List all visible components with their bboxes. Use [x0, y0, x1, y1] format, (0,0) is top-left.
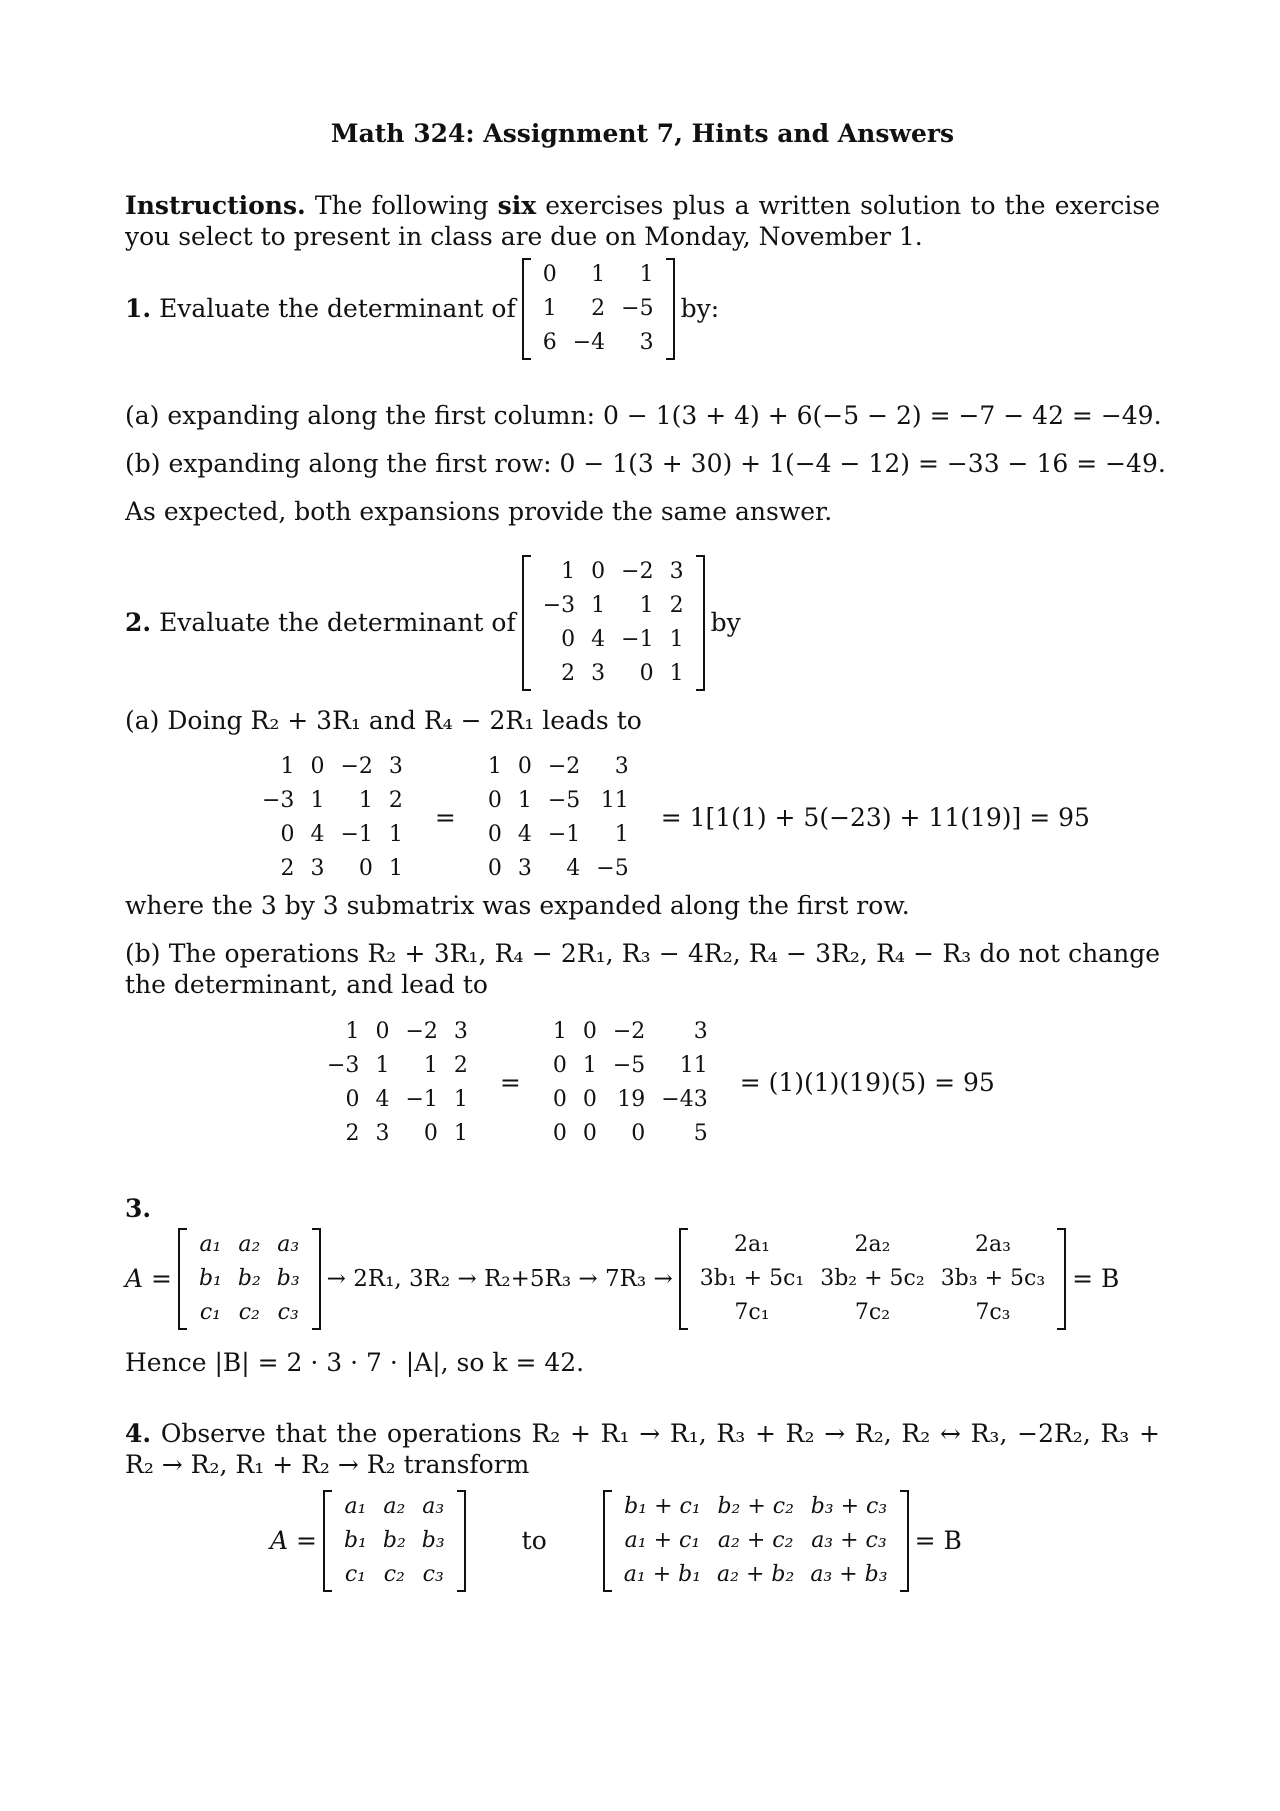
p4-matrix-b-cell: a₂ + c₂	[717, 1528, 794, 1553]
p3-matrix-a-row	[191, 1296, 308, 1330]
instructions-paragraph	[125, 190, 1160, 253]
p2b-det2-cell: 0	[552, 1087, 567, 1112]
p3-matrix-a-cell: b₁	[198, 1266, 222, 1291]
p2b-det2-cell: 1	[552, 1019, 567, 1044]
p2a-det1-cell: 2	[280, 856, 295, 881]
p4-matrix-b-cell: b₃ + c₃	[810, 1494, 888, 1519]
p1-matrix-cell: −4	[572, 330, 606, 355]
p4-matrix-b-cell: a₃ + b₃	[810, 1562, 888, 1587]
problem-4-equation	[270, 1490, 962, 1592]
p2-matrix-cell: 0	[591, 559, 606, 584]
p2-matrix-cell: −2	[621, 559, 654, 584]
p4-matrix-b-cell: a₁ + b₁	[623, 1562, 702, 1587]
problem-4-text: Observe that the operations R₂ + R₁ → R₁, R₃ + R₂ → R₂, R₂ ↔ R₃, −2R₂, R₃ + R₂ → R₂, R₁ + R₂ → R₂ transform	[125, 1419, 1160, 1480]
instructions-text-a: The following	[314, 191, 489, 220]
p2a-det2-cell: 0	[517, 754, 532, 779]
problem-2-matrix-table	[535, 555, 692, 691]
problem-2-part-a-equation: 1 0 −2 3 −3 1 1 2 0 4 −1 1 2 3 0 1 = 1 0 −2 3 0 1 −5 11 0 4 −1 1 0 3 4 −5 = 1[1(1) + 5(−23) + 11(19)] = 95	[240, 750, 1100, 886]
p2a-det1-cell: 1	[388, 822, 403, 847]
p3-matrix-a-cell: c₁	[199, 1300, 221, 1325]
p2-matrix-row	[535, 555, 692, 589]
p2b-det1-cell: 1	[345, 1019, 360, 1044]
p2-matrix-row	[535, 589, 692, 623]
p2a-det1-cell: −1	[340, 822, 373, 847]
p4-matrix-b-row	[616, 1558, 896, 1592]
problem-3-hence: Hence |B| = 2 · 3 · 7 · |A|, so k = 42.	[125, 1348, 585, 1377]
problem-1-matrix	[522, 258, 675, 360]
p3-matrix-b-row	[692, 1262, 1053, 1296]
problem-4-matrix-b	[603, 1490, 909, 1592]
p4-matrix-a-cell: b₁	[343, 1528, 367, 1553]
instructions-text-b: exercises plus a written solution to the exercise you select to present in class are due on Monday, November 1.	[125, 191, 1160, 252]
p2-matrix-cell: 2	[669, 593, 684, 618]
problem-3-lhs: A =	[125, 1264, 172, 1294]
p2b-det1-cell: 0	[423, 1121, 438, 1146]
p2b-det1-cell: 1	[453, 1087, 468, 1112]
p2-matrix-cell: 1	[639, 593, 654, 618]
problem-2-part-b-equation: 1 0 −2 3 −3 1 1 2 0 4 −1 1 2 3 0 1 = 1 0 −2 3 0 1 −5 11 0 0 19 −43 0 0 0 5 = (1)(1)(19)(5) = 95	[305, 1015, 1005, 1151]
p1-matrix-cell: −5	[621, 296, 654, 321]
p2a-det2-cell: 3	[517, 856, 532, 881]
p2a-det2-row	[480, 750, 637, 784]
page-title: Math 324: Assignment 7, Hints and Answers	[330, 119, 955, 148]
p2-matrix-row	[535, 623, 692, 657]
p2b-det2-row	[545, 1015, 716, 1049]
p2b-det1-cell: 3	[375, 1121, 390, 1146]
p4-matrix-a-cell: c₂	[383, 1562, 405, 1587]
p2b-det2-cell: 19	[617, 1087, 646, 1112]
problem-3-rhs: = B	[1072, 1264, 1120, 1294]
p3-matrix-a-row	[191, 1262, 308, 1296]
p2a-det2-cell: 4	[566, 856, 581, 881]
p2a-det2-row	[480, 818, 637, 852]
problem-2-a-det-original	[254, 750, 411, 886]
p3-matrix-b-row	[692, 1296, 1053, 1330]
p2a-det2-cell: −2	[547, 754, 581, 779]
problem-2-a-det-reduced	[480, 750, 637, 886]
p2-matrix-cell: −1	[621, 627, 654, 652]
p3-matrix-b-cell: 3b₃ + 5c₃	[940, 1266, 1046, 1291]
p2a-det1-cell: 3	[388, 754, 403, 779]
p2a-det2-cell: 0	[487, 856, 502, 881]
p4-matrix-a-cell: b₃	[421, 1528, 445, 1553]
p4-matrix-b-row	[616, 1524, 896, 1558]
p4-matrix-a-row	[336, 1490, 453, 1524]
problem-2-b-result: = (1)(1)(19)(5) = 95	[739, 1068, 995, 1098]
p2a-det2-cell: −5	[596, 856, 629, 881]
p2b-det2-cell: 0	[582, 1121, 597, 1146]
p2b-det2-cell: −5	[612, 1053, 646, 1078]
problem-4-rhs: = B	[914, 1526, 962, 1556]
p2a-det2-cell: 1	[487, 754, 502, 779]
problem-3-equation	[125, 1228, 1119, 1330]
p2-matrix-cell: −3	[542, 593, 576, 618]
p2a-det2-cell: 11	[600, 788, 629, 813]
p2b-det2-cell: −43	[661, 1087, 708, 1112]
p4-matrix-a-cell: c₃	[422, 1562, 444, 1587]
p2-matrix-cell: 1	[669, 661, 684, 686]
problem-2-lead: Evaluate the determinant of	[159, 608, 516, 638]
problem-2-matrix	[522, 555, 705, 691]
p2a-det1-cell: 1	[358, 788, 373, 813]
p1-matrix-row	[535, 326, 662, 360]
p1-matrix-cell: 1	[591, 262, 606, 287]
p2b-det2-cell: 3	[693, 1019, 708, 1044]
problem-1-statement	[125, 258, 719, 360]
p2b-det1-cell: −1	[405, 1087, 438, 1112]
p2a-det2-cell: 4	[517, 822, 532, 847]
p2b-det2-cell: 0	[552, 1053, 567, 1078]
problem-4-statement	[125, 1418, 1160, 1481]
p3-matrix-a-cell: c₂	[238, 1300, 260, 1325]
p2a-det2-cell: 1	[614, 822, 629, 847]
p2b-det1-cell: 3	[453, 1019, 468, 1044]
p2b-det2-row	[545, 1083, 716, 1117]
p2-matrix-row	[535, 657, 692, 691]
p4-matrix-a-cell: a₃	[422, 1494, 445, 1519]
p3-matrix-a-row	[191, 1228, 308, 1262]
p2-matrix-cell: 0	[639, 661, 654, 686]
problem-4-matrix-a	[323, 1490, 466, 1592]
p2b-det2-cell: 5	[693, 1121, 708, 1146]
p2-matrix-cell: 4	[591, 627, 606, 652]
p2b-det2-cell: 1	[582, 1053, 597, 1078]
p2-matrix-cell: 1	[591, 593, 606, 618]
p2a-det1-cell: 1	[388, 856, 403, 881]
p2b-det1-cell: 4	[375, 1087, 390, 1112]
p2a-det2-cell: 0	[487, 822, 502, 847]
p4-matrix-b-cell: b₂ + c₂	[717, 1494, 794, 1519]
p3-matrix-b-cell: 2a₃	[974, 1232, 1011, 1257]
p2b-det1-row	[319, 1083, 476, 1117]
p1-matrix-cell: 6	[542, 330, 557, 355]
p2b-det1-cell: −3	[327, 1053, 360, 1078]
p2-matrix-cell: 1	[669, 627, 684, 652]
p3-matrix-b-cell: 7c₂	[854, 1300, 891, 1325]
p3-matrix-b-cell: 7c₃	[975, 1300, 1011, 1325]
problem-2-statement	[125, 555, 741, 691]
p1-matrix-row	[535, 292, 662, 326]
p2a-det1-row	[254, 852, 411, 886]
p4-matrix-b-row	[616, 1490, 896, 1524]
p2a-det1-row	[254, 750, 411, 784]
p2b-det1-cell: 2	[453, 1053, 468, 1078]
p2b-det2-cell: −2	[612, 1019, 646, 1044]
p2a-det1-cell: −2	[340, 754, 373, 779]
p3-matrix-b-cell: 7c₁	[734, 1300, 770, 1325]
p4-matrix-b-cell: a₁ + c₁	[624, 1528, 701, 1553]
p3-matrix-a-cell: b₂	[237, 1266, 261, 1291]
problem-1-note: As expected, both expansions provide the same answer.	[125, 497, 833, 526]
problem-3-matrix-a	[178, 1228, 321, 1330]
p2b-det2-row	[545, 1049, 716, 1083]
p2b-det1-cell: 0	[375, 1019, 390, 1044]
problem-3-ops: → 2R₁, 3R₂ → R₂+5R₃ → 7R₃ →	[326, 1265, 673, 1292]
p2a-det1-row	[254, 818, 411, 852]
p2a-det1-cell: 1	[280, 754, 295, 779]
p4-matrix-a-cell: b₂	[382, 1528, 406, 1553]
problem-4-to: to	[521, 1526, 547, 1556]
p2a-det2-row	[480, 784, 637, 818]
p2b-det2-cell: 0	[552, 1121, 567, 1146]
p2a-det1-cell: 2	[388, 788, 403, 813]
problem-2-part-b-intro: (b) The operations R₂ + 3R₁, R₄ − 2R₁, R₃ − 4R₂, R₄ − 3R₂, R₄ − R₃ do not change the determinant, and lead to	[125, 939, 1160, 1000]
p2b-det1-row	[319, 1117, 476, 1151]
problem-4-lhs: A =	[270, 1526, 317, 1556]
p3-matrix-a-cell: a₂	[238, 1232, 261, 1257]
p2b-det1-cell: 1	[423, 1053, 438, 1078]
p1-matrix-row	[535, 258, 662, 292]
p4-matrix-a-cell: a₂	[383, 1494, 406, 1519]
problem-3-number: 3.	[125, 1194, 152, 1223]
problem-2-trail: by	[710, 608, 741, 638]
p2-matrix-cell: 3	[591, 661, 606, 686]
p2b-det1-row	[319, 1015, 476, 1049]
problem-3-matrix-b	[679, 1228, 1066, 1330]
p2b-det1-cell: 1	[375, 1053, 390, 1078]
p2a-det2-cell: 0	[487, 788, 502, 813]
p2-matrix-cell: 3	[669, 559, 684, 584]
p2a-det1-cell: 0	[358, 856, 373, 881]
p2b-det1-row	[319, 1049, 476, 1083]
p2a-det1-cell: −3	[262, 788, 295, 813]
p2b-det2-cell: 0	[631, 1121, 646, 1146]
p2a-det1-cell: 0	[310, 754, 325, 779]
problem-1-lead: Evaluate the determinant of	[159, 294, 516, 324]
p4-matrix-b-cell: a₂ + b₂	[717, 1562, 795, 1587]
problem-1-matrix-table	[535, 258, 662, 360]
p2-matrix-cell: 1	[561, 559, 576, 584]
p3-matrix-b-cell: 3b₁ + 5c₁	[699, 1266, 805, 1291]
p3-matrix-b-cell: 2a₁	[734, 1232, 770, 1257]
p2b-det1-cell: 1	[453, 1121, 468, 1146]
problem-4-number: 4.	[125, 1419, 152, 1448]
p2a-det2-row	[480, 852, 637, 886]
problem-1-part-a: (a) expanding along the first column: 0 − 1(3 + 4) + 6(−5 − 2) = −7 − 42 = −49.	[125, 401, 1162, 430]
p4-matrix-a-cell: c₁	[344, 1562, 366, 1587]
p4-matrix-a-cell: a₁	[344, 1494, 367, 1519]
problem-2-part-a-intro: (a) Doing R₂ + 3R₁ and R₄ − 2R₁ leads to	[125, 706, 642, 735]
problem-2-a-result: = 1[1(1) + 5(−23) + 11(19)] = 95	[660, 803, 1090, 833]
problem-1-trail: by:	[680, 294, 720, 324]
p2a-det1-cell: 3	[310, 856, 325, 881]
problem-2-number: 2.	[125, 608, 152, 638]
p3-matrix-a-cell: b₃	[276, 1266, 300, 1291]
instructions-label: Instructions.	[125, 191, 306, 220]
p2b-det1-cell: 0	[345, 1087, 360, 1112]
p3-matrix-a-cell: a₃	[277, 1232, 300, 1257]
p2a-det1-cell: 4	[310, 822, 325, 847]
problem-2-part-a-after: where the 3 by 3 submatrix was expanded along the first row.	[125, 891, 910, 920]
p4-matrix-a-row	[336, 1558, 453, 1592]
p2-matrix-cell: 0	[561, 627, 576, 652]
problem-1-number: 1.	[125, 294, 152, 324]
p1-matrix-cell: 1	[639, 262, 654, 287]
p2a-det1-cell: 0	[280, 822, 295, 847]
p1-matrix-cell: 0	[542, 262, 557, 287]
p2b-det2-cell: 0	[582, 1087, 597, 1112]
p3-matrix-a-cell: c₃	[277, 1300, 299, 1325]
p2a-det2-cell: −1	[547, 822, 581, 847]
p2b-det1-cell: 2	[345, 1121, 360, 1146]
p1-matrix-cell: 2	[591, 296, 606, 321]
p2b-det2-cell: 0	[582, 1019, 597, 1044]
p4-matrix-b-cell: b₁ + c₁	[624, 1494, 701, 1519]
p3-matrix-b-cell: 2a₂	[854, 1232, 891, 1257]
p1-matrix-cell: 1	[542, 296, 557, 321]
p2a-det1-cell: 1	[310, 788, 325, 813]
p1-matrix-cell: 3	[639, 330, 654, 355]
problem-2-b-det-original	[319, 1015, 476, 1151]
p2a-det2-cell: 3	[614, 754, 629, 779]
instructions-bold-word: six	[497, 191, 537, 220]
problem-1-part-b: (b) expanding along the first row: 0 − 1(3 + 30) + 1(−4 − 12) = −33 − 16 = −49.	[125, 449, 1166, 478]
p2a-det2-cell: −5	[547, 788, 581, 813]
p4-matrix-a-row	[336, 1524, 453, 1558]
p2-matrix-cell: 2	[561, 661, 576, 686]
p2b-det1-cell: −2	[405, 1019, 438, 1044]
p4-matrix-b-cell: a₃ + c₃	[811, 1528, 887, 1553]
problem-2-b-det-triangular	[545, 1015, 716, 1151]
p2a-det1-row	[254, 784, 411, 818]
p2b-det2-row	[545, 1117, 716, 1151]
p2a-det2-cell: 1	[517, 788, 532, 813]
p3-matrix-b-row	[692, 1228, 1053, 1262]
p3-matrix-a-cell: a₁	[199, 1232, 222, 1257]
p2b-det2-cell: 11	[679, 1053, 708, 1078]
p3-matrix-b-cell: 3b₂ + 5c₂	[820, 1266, 925, 1291]
